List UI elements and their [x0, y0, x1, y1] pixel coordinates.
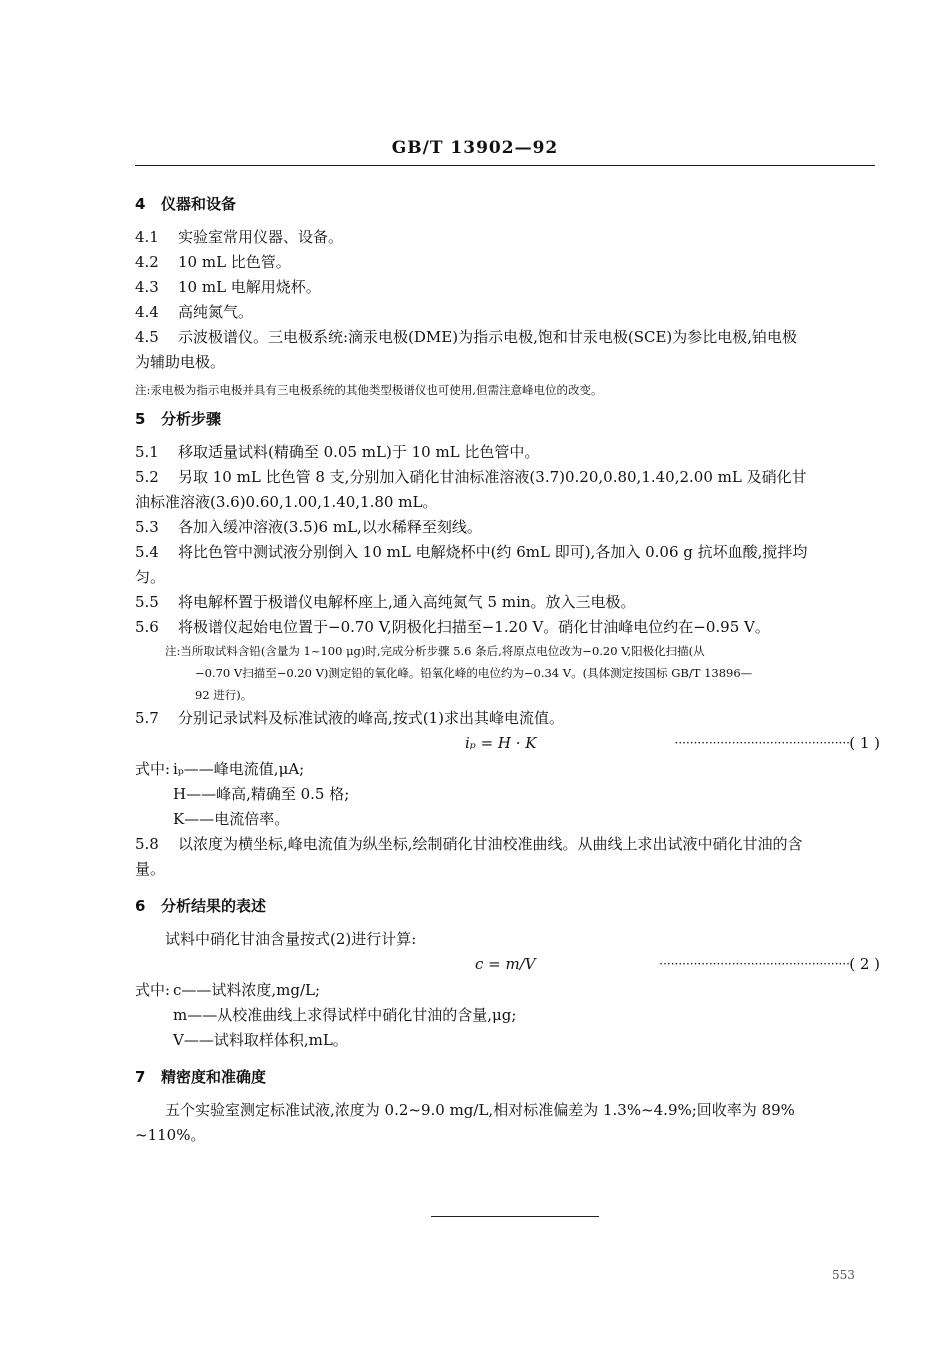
step-5-4 — [135, 540, 880, 565]
calc-intro: 试料中硝化甘油含量按式(2)进行计算: — [165, 930, 417, 948]
item-number: 4.3 — [135, 278, 159, 296]
leader-dots: ·················································· — [659, 957, 850, 971]
equation-number: ( 1 ) — [849, 734, 880, 752]
item-4-3 — [135, 275, 880, 300]
where-block-2 — [135, 978, 880, 1053]
variable-definition: iₚ——峰电流值,μA; — [173, 760, 305, 778]
item-text: 将极谱仪起始电位置于−0.70 V,阴极化扫描至−1.20 V。硝化甘油峰电位约在−0.95 V。 — [178, 618, 770, 636]
item-number: 5.6 — [135, 618, 159, 636]
variable-definition: V——试料取样体积,mL。 — [173, 1031, 348, 1049]
item-number: 4.5 — [135, 328, 159, 346]
standard-header: GB/T 13902—92 — [391, 138, 559, 158]
note-line: −0.70 V扫描至−0.20 V)测定铅的氧化峰。铅氧化峰的电位约为−0.34 V。(具体测定按国标 GB/T 13896— — [195, 666, 753, 680]
item-text: 实验室常用仪器、设备。 — [178, 228, 344, 246]
item-number: 5.7 — [135, 709, 159, 727]
where-label: 式中: — [135, 981, 171, 999]
variable-definition: m——从校准曲线上求得试样中硝化甘油的含量,μg; — [173, 1006, 517, 1024]
section-5-heading — [135, 407, 880, 432]
step-5-5 — [135, 590, 880, 615]
step-5-6 — [135, 615, 880, 640]
end-rule — [431, 1216, 599, 1217]
section-7-heading — [135, 1065, 880, 1090]
section-title: 仪器和设备 — [161, 195, 237, 213]
item-4-5 — [135, 325, 880, 350]
step-5-2 — [135, 465, 880, 490]
step-5-3 — [135, 515, 880, 540]
section-title: 分析结果的表述 — [161, 897, 267, 915]
item-text: 10 mL 比色管。 — [178, 253, 291, 271]
item-text: 将比色管中测试液分别倒入 10 mL 电解烧杯中(约 6mL 即可),各加入 0.06 g 抗坏血酸,搅拌均 — [178, 543, 808, 561]
item-number: 5.5 — [135, 593, 159, 611]
section-number: 5 — [135, 410, 146, 428]
leader-dots: ·············································· — [674, 736, 850, 750]
section-4-heading — [135, 192, 880, 217]
item-number: 5.3 — [135, 518, 159, 536]
precision-text: 五个实验室测定标准试液,浓度为 0.2~9.0 mg/L,相对标准偏差为 1.3%~4.9%;回收率为 89% — [165, 1101, 795, 1119]
page-number: 553 — [832, 1268, 855, 1282]
item-number: 5.8 — [135, 835, 159, 853]
section-title: 精密度和准确度 — [161, 1068, 267, 1086]
step-5-8 — [135, 832, 880, 857]
item-4-1 — [135, 225, 880, 250]
item-4-4 — [135, 300, 880, 325]
section-title: 分析步骤 — [161, 410, 222, 428]
variable-definition: K——电流倍率。 — [173, 810, 290, 828]
formula-1 — [135, 731, 880, 757]
item-number: 5.2 — [135, 468, 159, 486]
section-number: 6 — [135, 897, 146, 915]
item-text: 分别记录试料及标准试液的峰高,按式(1)求出其峰电流值。 — [178, 709, 565, 727]
step-5-7 — [135, 706, 880, 731]
item-number: 4.1 — [135, 228, 159, 246]
where-block-1 — [135, 757, 880, 832]
formula-expression: iₚ = H · K — [465, 734, 537, 752]
item-text: 10 mL 电解用烧杯。 — [178, 278, 321, 296]
formula-2 — [135, 952, 880, 978]
item-text: 将电解杯置于极谱仪电解杯座上,通入高纯氮气 5 min。放入三电极。 — [178, 593, 636, 611]
item-number: 4.2 — [135, 253, 159, 271]
variable-definition: c——试料浓度,mg/L; — [173, 981, 321, 999]
section-6-heading — [135, 894, 880, 919]
precision-text-cont: ~110%。 — [135, 1126, 206, 1144]
variable-definition: H——峰高,精确至 0.5 格; — [173, 785, 350, 803]
step-5-1 — [135, 440, 880, 465]
step-5-4-cont: 匀。 — [135, 568, 166, 586]
step-5-2-cont: 油标准溶液(3.6)0.60,1.00,1.40,1.80 mL。 — [135, 493, 438, 511]
formula-expression: c = m/V — [475, 955, 536, 973]
item-text: 以浓度为横坐标,峰电流值为纵坐标,绘制硝化甘油校准曲线。从曲线上求出试液中硝化甘油的含 — [178, 835, 803, 853]
note-5-6 — [135, 640, 880, 706]
item-text: 移取适量试料(精确至 0.05 mL)于 10 mL 比色管中。 — [178, 443, 540, 461]
item-text: 各加入缓冲溶液(3.5)6 mL,以水稀释至刻线。 — [178, 518, 482, 536]
note-4: 注:汞电极为指示电极并具有三电极系统的其他类型极谱仪也可使用,但需注意峰电位的改变。 — [135, 383, 603, 397]
item-number: 5.4 — [135, 543, 159, 561]
item-text: 高纯氮气。 — [178, 303, 254, 321]
section-number: 7 — [135, 1068, 146, 1086]
where-label: 式中: — [135, 760, 171, 778]
item-number: 4.4 — [135, 303, 159, 321]
note-line: 92 进行)。 — [195, 688, 253, 702]
section-number: 4 — [135, 195, 146, 213]
item-number: 5.1 — [135, 443, 159, 461]
item-text: 示波极谱仪。三电极系统:滴汞电极(DME)为指示电极,饱和甘汞电极(SCE)为参比电极,铂电极 — [178, 328, 798, 346]
header-rule — [135, 165, 875, 166]
equation-number: ( 2 ) — [849, 955, 880, 973]
item-4-5-cont: 为辅助电极。 — [135, 353, 226, 371]
item-text: 另取 10 mL 比色管 8 支,分别加入硝化甘油标准溶液(3.7)0.20,0.80,1.40,2.00 mL 及硝化甘 — [178, 468, 807, 486]
note-line: 注:当所取试料含铅(含量为 1~100 μg)时,完成分析步骤 5.6 条后,将原点电位改为−0.20 V,阳极化扫描(从 — [165, 644, 705, 658]
item-4-2 — [135, 250, 880, 275]
document-body — [135, 192, 880, 1148]
step-5-8-cont: 量。 — [135, 860, 166, 878]
